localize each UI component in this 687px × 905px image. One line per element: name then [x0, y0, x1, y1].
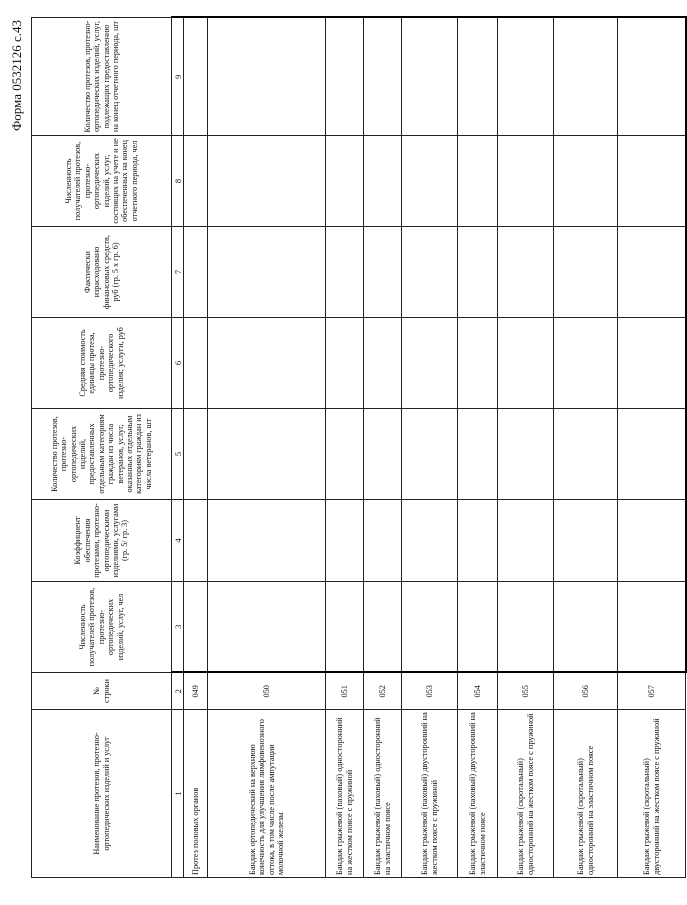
value-cell[interactable]	[618, 500, 686, 582]
value-cell[interactable]	[554, 582, 618, 673]
table-row	[184, 18, 208, 878]
value-cell[interactable]	[208, 18, 326, 136]
value-cell[interactable]	[364, 227, 402, 318]
row-name: Протез половых органов	[184, 710, 208, 878]
value-cell[interactable]	[208, 318, 326, 409]
value-cell[interactable]	[498, 227, 554, 318]
header-row	[32, 18, 172, 878]
row-name: Бандаж грыжевой (скротальный) односторонний на жестком поясе с пружиной	[498, 710, 554, 878]
value-cell[interactable]	[184, 582, 208, 673]
column-numbers-row	[172, 18, 184, 878]
value-cell[interactable]	[498, 582, 554, 673]
value-cell[interactable]	[458, 318, 498, 409]
row-code: 056	[554, 673, 618, 710]
value-cell[interactable]	[554, 227, 618, 318]
value-cell[interactable]	[326, 136, 364, 227]
col-num: 3	[172, 582, 184, 673]
header-spent: Фактически израсходовано финансовых средств, руб (гр. 5 х гр. 6)	[32, 227, 172, 318]
header-avg-cost: Средняя стоимость единицы протеза, протезно-ортопедического изделия; услуги, руб	[32, 318, 172, 409]
header-unserved-recipients: Численность получателей протезов, протезно-ортопедических изделий, услуг, состоящих на учете и не обеспеченных на конец отчетного периода, чел	[32, 136, 172, 227]
value-cell[interactable]	[364, 409, 402, 500]
col-num: 9	[172, 18, 184, 136]
header-name: Наименование протезов, протезно-ортопедических изделий и услуг	[32, 710, 172, 878]
value-cell[interactable]	[458, 136, 498, 227]
value-cell[interactable]	[554, 136, 618, 227]
col-num: 7	[172, 227, 184, 318]
row-code: 051	[326, 673, 364, 710]
value-cell[interactable]	[184, 500, 208, 582]
value-cell[interactable]	[498, 318, 554, 409]
value-cell[interactable]	[554, 500, 618, 582]
header-quantity-provided: Количество протезов, протезно-ортопедических изделий, предоставленных отдельным категориям граждан из числа ветеранов, услуг, оказанных отдельным категориям граждан из числа ветеранов, шт	[32, 409, 172, 500]
row-code: 053	[402, 673, 458, 710]
value-cell[interactable]	[402, 582, 458, 673]
value-cell[interactable]	[554, 409, 618, 500]
value-cell[interactable]	[402, 318, 458, 409]
value-cell[interactable]	[364, 318, 402, 409]
value-cell[interactable]	[458, 227, 498, 318]
table-row	[326, 18, 364, 878]
table-row	[364, 18, 402, 878]
value-cell[interactable]	[618, 136, 686, 227]
value-cell[interactable]	[364, 582, 402, 673]
col-num: 1	[172, 710, 184, 878]
value-cell[interactable]	[498, 18, 554, 136]
row-name: Бандаж грыжевой (паховый) двусторонний на жестком поясе с пружиной	[402, 710, 458, 878]
row-name: Бандаж грыжевой (паховый) односторонний на эластичном поясе	[364, 710, 402, 878]
value-cell[interactable]	[326, 318, 364, 409]
value-cell[interactable]	[458, 500, 498, 582]
table-row	[402, 18, 458, 878]
value-cell[interactable]	[402, 409, 458, 500]
value-cell[interactable]	[326, 227, 364, 318]
form-id: Форма 0532126 с.43	[9, 20, 24, 132]
value-cell[interactable]	[402, 136, 458, 227]
col-num: 2	[172, 673, 184, 710]
header-line-no: № строки	[32, 673, 172, 710]
col-num: 8	[172, 136, 184, 227]
value-cell[interactable]	[208, 409, 326, 500]
value-cell[interactable]	[618, 18, 686, 136]
value-cell[interactable]	[458, 18, 498, 136]
col-num: 5	[172, 409, 184, 500]
row-name: Бандаж грыжевой (скротальный) односторонний на эластичном поясе	[554, 710, 618, 878]
value-cell[interactable]	[402, 227, 458, 318]
row-name: Бандаж ортопедический на верхнюю конечность для улучшения лимфовенозного оттока, в том числе после ампутации молочной железы	[208, 710, 326, 878]
col-num: 4	[172, 500, 184, 582]
table-row	[554, 18, 618, 878]
value-cell[interactable]	[618, 582, 686, 673]
header-quantity-due: Количество протезов, протезно-ортопедических изделий, услуг, подлежащих предоставлению на конец отчетного периода, шт	[32, 18, 172, 136]
value-cell[interactable]	[402, 18, 458, 136]
value-cell[interactable]	[618, 318, 686, 409]
value-cell[interactable]	[554, 318, 618, 409]
report-table	[31, 17, 687, 879]
row-code: 050	[208, 673, 326, 710]
value-cell[interactable]	[184, 18, 208, 136]
table-row	[458, 18, 498, 878]
value-cell[interactable]	[184, 136, 208, 227]
row-code: 052	[364, 673, 402, 710]
row-code: 054	[458, 673, 498, 710]
value-cell[interactable]	[184, 318, 208, 409]
value-cell[interactable]	[618, 409, 686, 500]
value-cell[interactable]	[208, 136, 326, 227]
value-cell[interactable]	[498, 136, 554, 227]
value-cell[interactable]	[458, 409, 498, 500]
value-cell[interactable]	[326, 582, 364, 673]
value-cell[interactable]	[458, 582, 498, 673]
row-name: Бандаж грыжевой (паховый) односторонний на жестком поясе с пружиной	[326, 710, 364, 878]
value-cell[interactable]	[326, 409, 364, 500]
rotated-form	[9, 18, 661, 878]
value-cell[interactable]	[364, 18, 402, 136]
table-row	[208, 18, 326, 878]
row-code: 057	[618, 673, 686, 710]
header-coefficient: Коэффициент обеспечения протезами, протезно-ортопедическими изделиями, услугами (гр. 5/ гр. 3)	[32, 500, 172, 582]
value-cell[interactable]	[326, 18, 364, 136]
row-name: Бандаж грыжевой (скротальный) двусторонний на жестком поясе с пружиной	[618, 710, 686, 878]
value-cell[interactable]	[208, 582, 326, 673]
value-cell[interactable]	[184, 409, 208, 500]
value-cell[interactable]	[326, 500, 364, 582]
value-cell[interactable]	[208, 227, 326, 318]
value-cell[interactable]	[184, 227, 208, 318]
header-recipients: Численность получателей протезов, протезно-ортопедических изделий, услуг, чел	[32, 582, 172, 673]
value-cell[interactable]	[498, 500, 554, 582]
value-cell[interactable]	[498, 409, 554, 500]
col-num: 6	[172, 318, 184, 409]
value-cell[interactable]	[402, 500, 458, 582]
table-row	[498, 18, 554, 878]
row-code: 049	[184, 673, 208, 710]
table-row	[618, 18, 686, 878]
value-cell[interactable]	[554, 18, 618, 136]
value-cell[interactable]	[364, 500, 402, 582]
value-cell[interactable]	[208, 500, 326, 582]
row-code: 055	[498, 673, 554, 710]
value-cell[interactable]	[618, 227, 686, 318]
row-name: Бандаж грыжевой (паховый) двусторонний на эластичном поясе	[458, 710, 498, 878]
value-cell[interactable]	[364, 136, 402, 227]
